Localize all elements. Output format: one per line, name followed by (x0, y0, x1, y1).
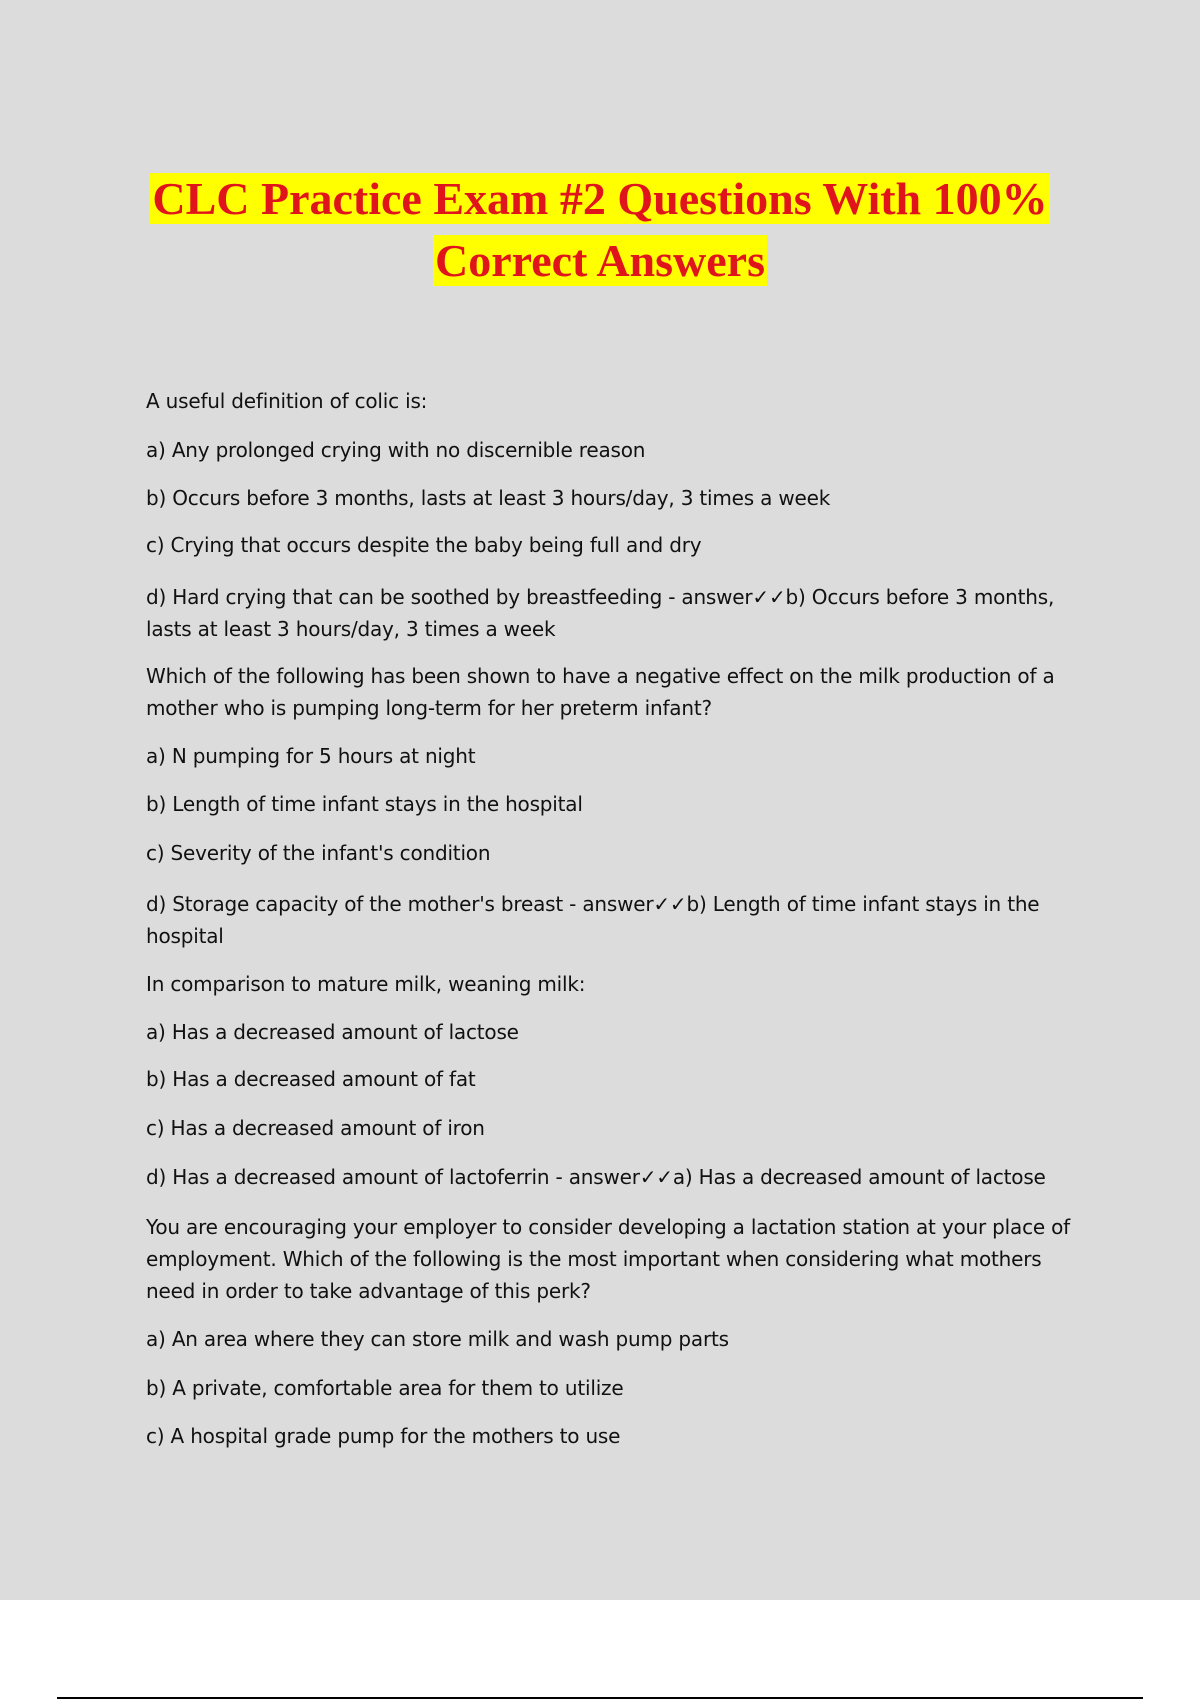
question-3-option-d-answer: d) Has a decreased amount of lactoferrin - answer✓✓a) Has a decreased amount of lactose (146, 1165, 1046, 1189)
question-3-option-a: a) Has a decreased amount of lactose (146, 1020, 519, 1044)
question-4-option-a: a) An area where they can store milk and wash pump parts (146, 1327, 729, 1351)
question-3-option-c: c) Has a decreased amount of iron (146, 1116, 485, 1140)
question-4-option-b: b) A private, comfortable area for them to utilize (146, 1376, 624, 1400)
question-1-option-b: b) Occurs before 3 months, lasts at least 3 hours/day, 3 times a week (146, 486, 831, 510)
question-1-option-c: c) Crying that occurs despite the baby being full and dry (146, 533, 702, 557)
title-line-1: CLC Practice Exam #2 Questions With 100% (152, 173, 1048, 224)
title-line-2: Correct Answers (435, 235, 765, 286)
question-2-stem: Which of the following has been shown to have a negative effect on the milk production of a mother who is pumping long-term for her preterm infant? (146, 664, 1055, 720)
document-title (100, 168, 1100, 292)
question-1-option-d-answer: d) Hard crying that can be soothed by breastfeeding - answer✓✓b) Occurs before 3 months, lasts at least 3 hours/day, 3 times a week (146, 585, 1055, 641)
question-1-stem: A useful definition of colic is: (146, 389, 428, 413)
footer-rule (57, 1697, 1143, 1699)
question-2-option-c: c) Severity of the infant's condition (146, 841, 491, 865)
question-2-option-b: b) Length of time infant stays in the hospital (146, 792, 583, 816)
question-4-option-c: c) A hospital grade pump for the mothers to use (146, 1424, 621, 1448)
question-2-option-d-answer: d) Storage capacity of the mother's breast - answer✓✓b) Length of time infant stays in the hospital (146, 892, 1040, 948)
question-4-stem: You are encouraging your employer to consider developing a lactation station at your place of employment. Which of the following is the most important when considering what mothers need in order to take advantage of this perk? (146, 1215, 1071, 1303)
question-1-option-a: a) Any prolonged crying with no discernible reason (146, 438, 646, 462)
question-3-option-b: b) Has a decreased amount of fat (146, 1067, 476, 1091)
question-3-stem: In comparison to mature milk, weaning milk: (146, 972, 586, 996)
question-2-option-a: a) N pumping for 5 hours at night (146, 744, 476, 768)
